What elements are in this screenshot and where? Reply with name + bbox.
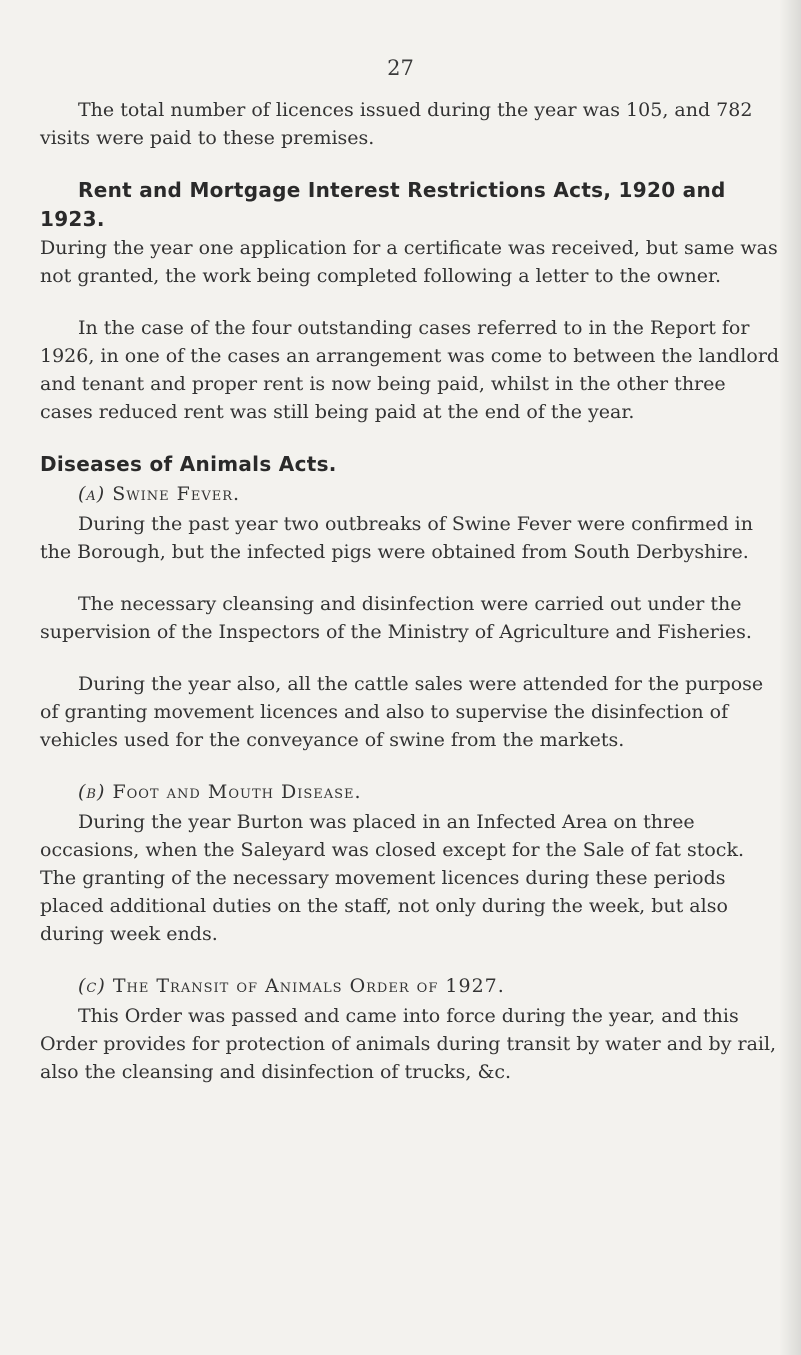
licences-paragraph: The total number of licences issued during the year was 105, and 782 visits were paid to these premises. (40, 99, 753, 149)
rent-paragraph-2: In the case of the four outstanding cases referred to in the Report for 1926, in one of the cases an arrangement was come to between the landlord and tenant and proper rent is now being paid, whilst in the other three cases reduced rent was still being paid at the end of the year. (40, 317, 780, 423)
transit-subheading (40, 972, 780, 1000)
diseases-heading: Diseases of Animals Acts. (40, 452, 337, 476)
transit-paragraph-1: This Order was passed and came into force during the year, and this Order provides for protection of animals during transit by water and by rail, also the cleansing and disinfection of trucks, &c. (40, 1005, 777, 1083)
swine-title: Swine Fever. (112, 483, 241, 505)
foot-label: (b) (78, 781, 106, 803)
foot-title: Foot and Mouth Disease. (112, 781, 362, 803)
transit-label: (c) (78, 975, 106, 997)
rent-section (40, 176, 780, 290)
swine-fever-subheading (40, 480, 780, 508)
page-number: 27 (387, 56, 414, 80)
transit-title: The Transit of Animals Order of 1927. (112, 975, 505, 997)
page-edge-shadow (779, 0, 801, 1355)
rent-heading: Rent and Mortgage Interest Restrictions Acts, 1920 and 1923. (40, 178, 726, 231)
rent-paragraph-1: During the year one application for a certificate was received, but same was not granted, the work being completed following a letter to the owner. (40, 237, 778, 287)
swine-label: (a) (78, 483, 106, 505)
foot-mouth-subheading (40, 778, 780, 806)
page-content (40, 96, 780, 1110)
swine-paragraph-3: During the year also, all the cattle sales were attended for the purpose of granting movement licences and also to supervise the disinfection of vehicles used for the conveyance of swine from the markets. (40, 673, 764, 751)
swine-paragraph-2: The necessary cleansing and disinfection were carried out under the supervision of the Inspectors of the Ministry of Agriculture and Fisheries. (40, 593, 752, 643)
swine-paragraph-1: During the past year two outbreaks of Swine Fever were confirmed in the Borough, but the infected pigs were obtained from South Derbyshire. (40, 513, 753, 563)
foot-paragraph-1: During the year Burton was placed in an Infected Area on three occasions, when the Saleyard was closed except for the Sale of fat stock. The granting of the necessary movement licences during these periods placed additional duties on the staff, not only during the week, but also during week ends. (40, 811, 745, 945)
